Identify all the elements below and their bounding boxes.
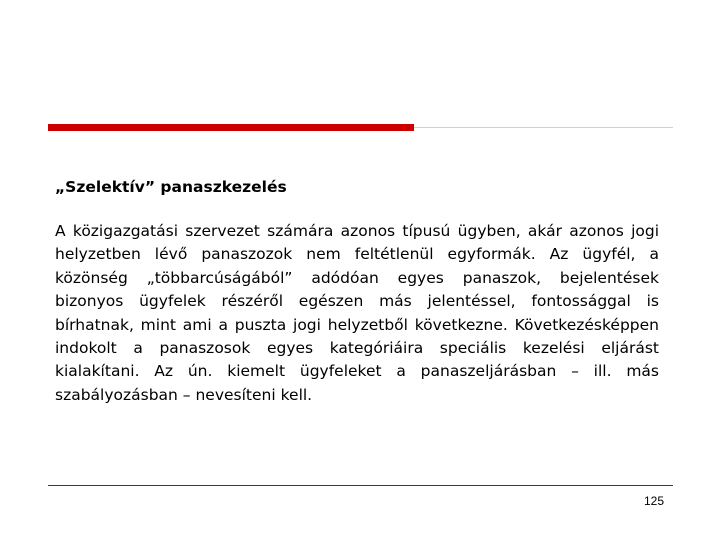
slide-body-text: A közigazgatási szervezet számára azonos típusú ügyben, akár azonos jogi helyzetben lévő panaszozok nem feltétlenül egyformák. Az ügyfél, a közönség „többarcúságából” adódóan egyes panaszok, bejelentések bizonyos ügyfelek részéről egészen más jelentéssel, fontossággal is bírhatnak, mint ami a puszta jogi helyzetből következne. Következésképpen indokolt a panaszosok egyes kategóriáira speciális kezelési eljárást kialakítani. Az ún. kiemelt ügyfeleket a panaszeljárásban – ill. más szabályozásban – nevesíteni kell. xyxy=(55,222,659,404)
footer-divider xyxy=(48,485,673,486)
page-number: 125 xyxy=(643,494,664,508)
header-accent-bar xyxy=(48,124,414,131)
slide-title: „Szelektív” panaszkezelés xyxy=(55,178,287,196)
